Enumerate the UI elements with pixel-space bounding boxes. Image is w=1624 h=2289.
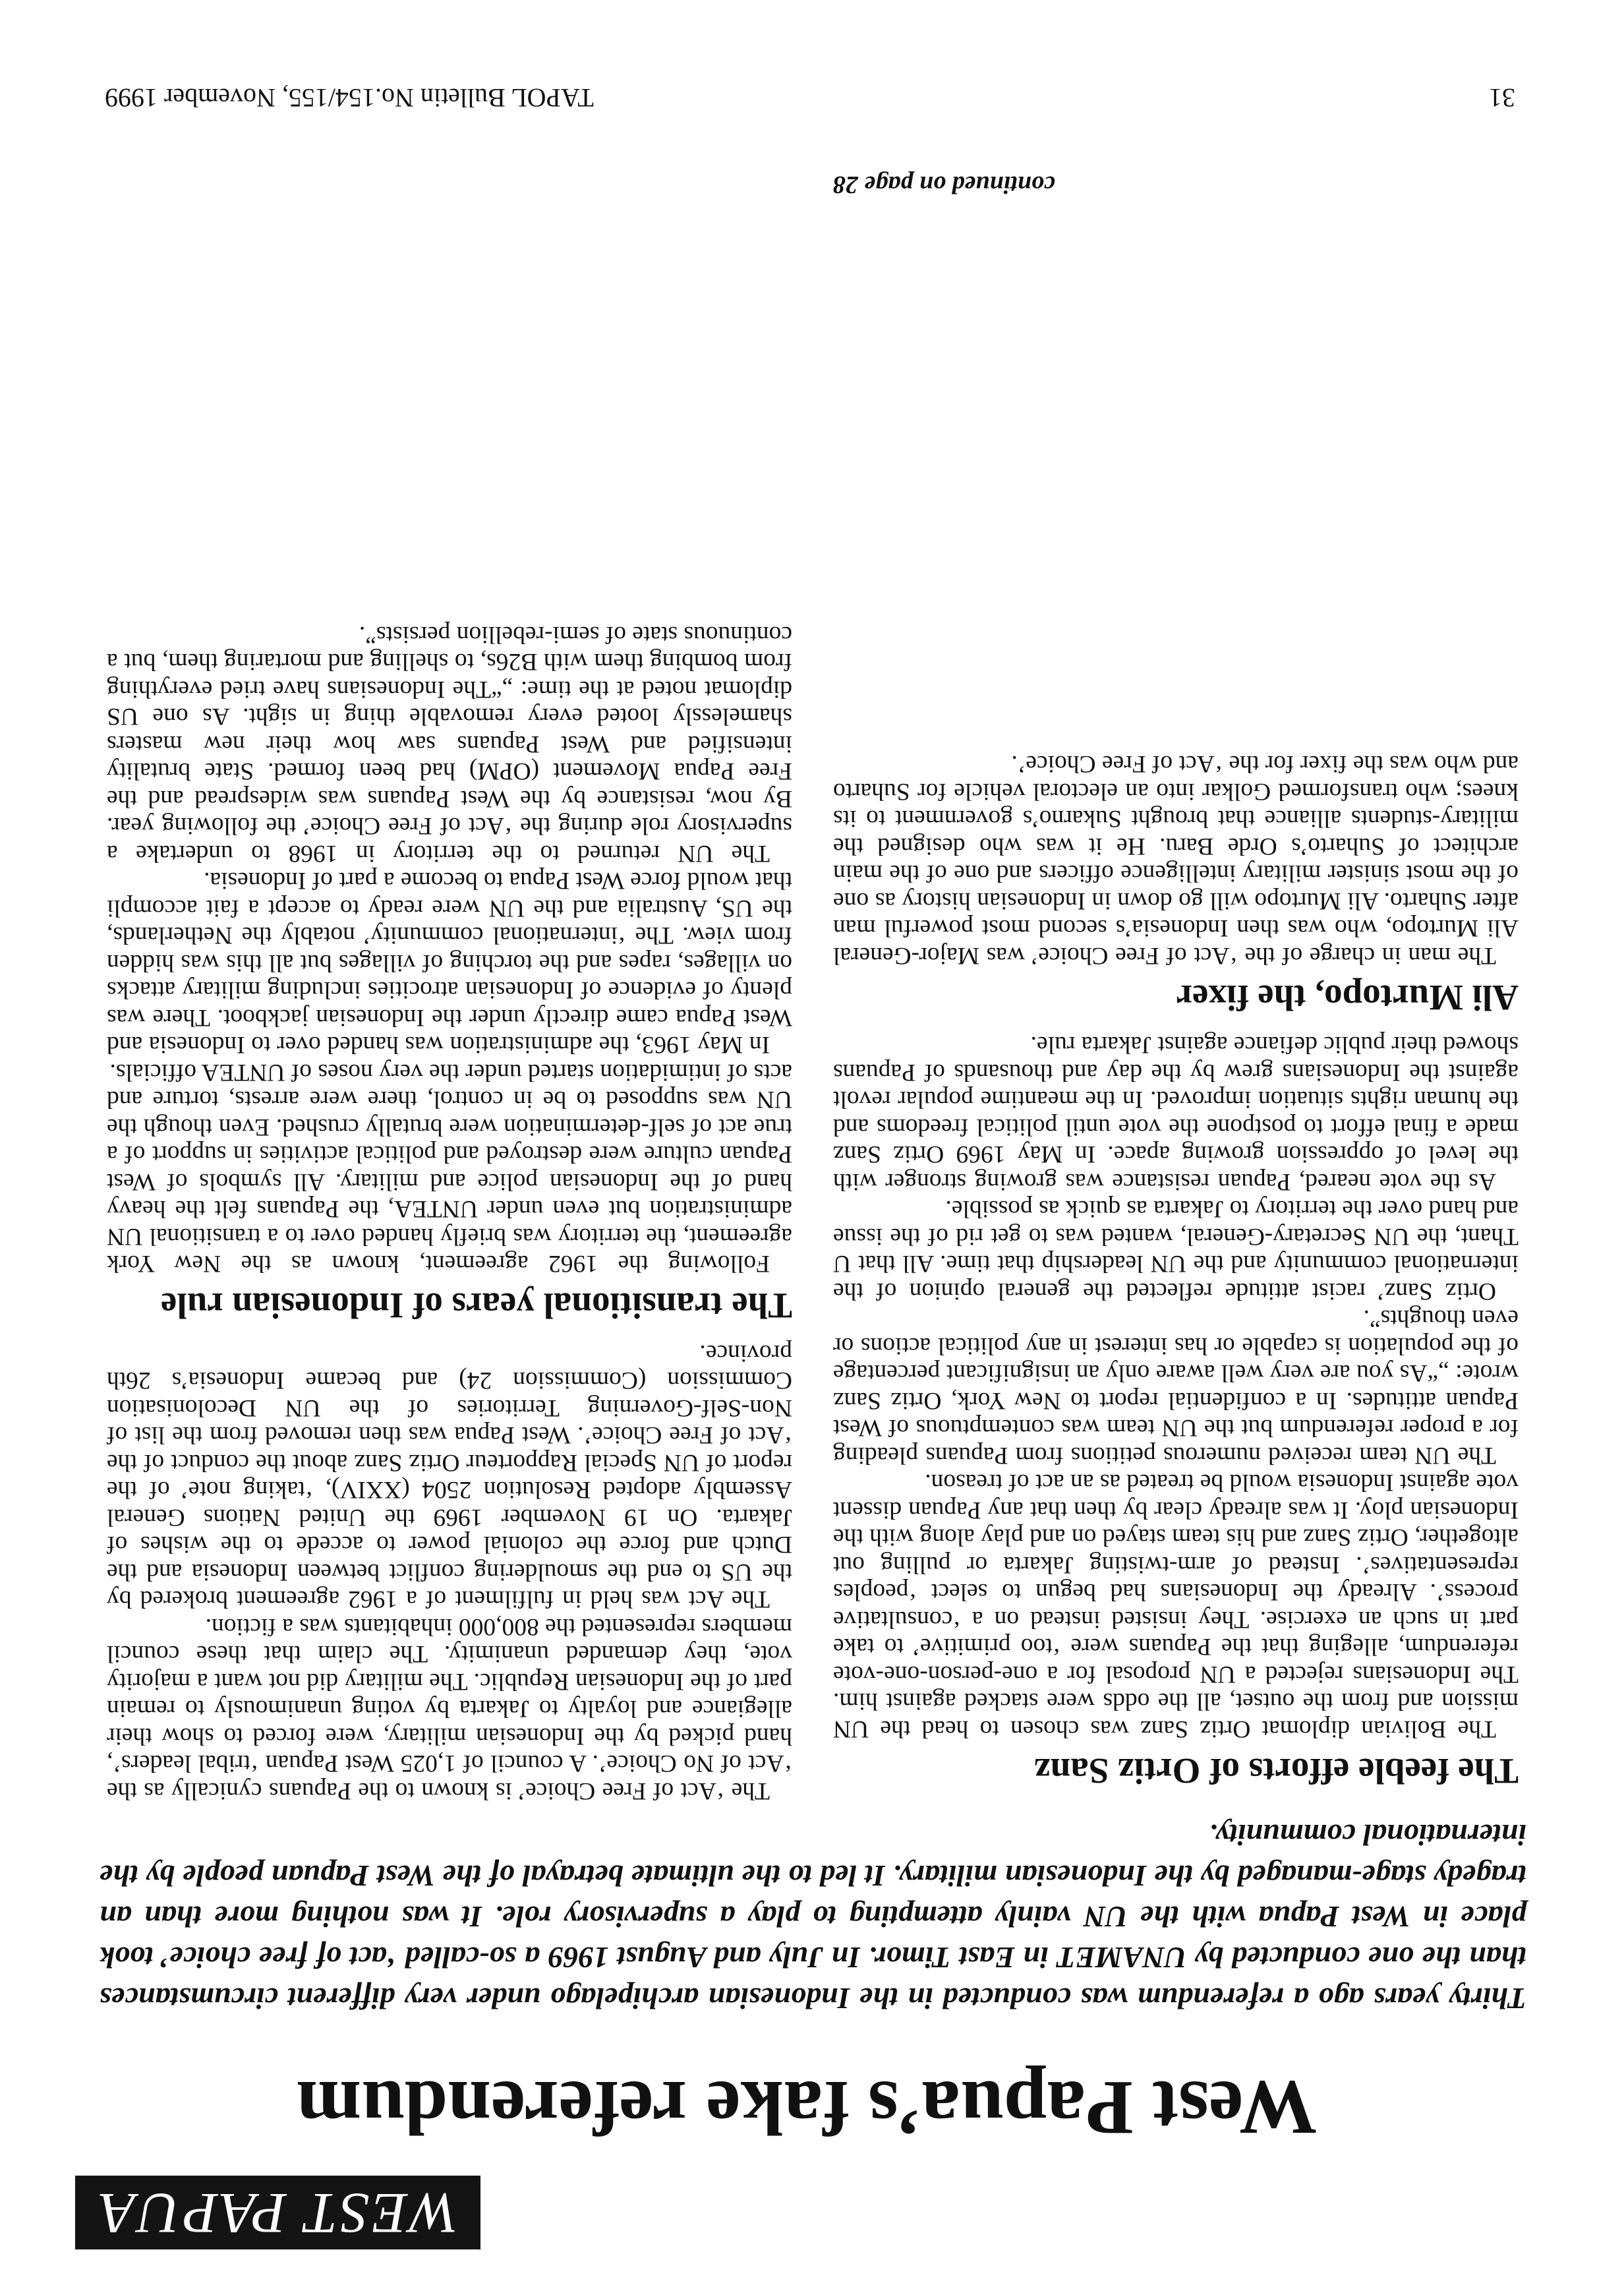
paragraph: In May 1963, the administration was handed over to Indonesia and West Papua came directly under the Indonesian jackboot. There was plenty of evidence of Indonesian atrocities including military attacks on villages, rapes and the torching of villages but all this was hidden from view. The ‘international community’ notably the Netherlands, the US, Australia and the UN were ready to accept a fait accompli that would force West Papua to become a part of Indonesia. (107, 867, 792, 1059)
paragraph: The UN returned to the territory in 1968 to undertake a supervisory role during the ‘Act of Free Choice’ the following year. By now, resistance by the West Papuans was widespread and the Free Papua Movement (OPM) had been formed. State brutality intensified and West Papuans saw how their new masters shamelessly looted every removable thing in sight. As one US diplomat noted at the time: „“The Indonesians have tried everything from bombing them with B26s, to shelling and mortaring them, but a continuous state of semi-rebellion persists”. (107, 621, 792, 867)
paragraph: Following the 1962 agreement, known as the New York agreement, the territory was briefly handed over to a transitional UN administration but even under UNTEA, the Papuans felt the heavy hand of the Indonesian police and military. All symbols of West Papuan culture were destroyed and political activities in support of a true act of self-determination were brutally crushed. Even though the UN was supposed to be in control, there were arrests, torture and acts of intimidation started under the very noses of UNTEA officials. (107, 1059, 792, 1278)
right-column (833, 156, 1519, 1804)
paragraph: Ortiz Sanz’ racist attitude reflected the general opinion of the international community and the UN leadership that time. All that U Thant, the UN Secretary-General, wanted was to get rid of the issue and hand over the territory to Jakarta as quick as possible. (833, 1195, 1519, 1305)
page-title: West Papua’s fake referendum (296, 2065, 1318, 2151)
paragraph: The Act was held in fulfilment of a 1962 agreement brokered by the US to end the smouldering conflict between Indonesia and the Dutch and force the colonial power to accede to the wishes of Jakarta. On 19 November 1969 the United Nations General Assembly adopted Resolution 2504 (XXIV), ‘taking note’ of the report of UN Special Rapporteur Ortiz Sanz about the conduct of the ‘Act of Free Choice’. West Papua was then removed from the list of Non-Self-Governing Territories of the UN Decolonisation Commission (Commission 24) and became Indonesia’s 26th province. (107, 1340, 792, 1613)
standfirst: Thirty years ago a referendum was conducted in the Indonesian archipelago under very different circumstances than the one conducted by UNAMET in East Timor. In July and August 1969 a so-called ‘act of free choice’ took place in West Papua with the UN vainly attempting to play a supervisory role. It was nothing more than an tragedy stage-managed by the Indonesian military. It led to the ultimate betrayal of the West Papuan people by the international community. (100, 1818, 1526, 2015)
left-column (107, 156, 792, 1804)
page-header (105, 74, 1515, 113)
section-heading: Ali Murtopo, the fixer (1176, 978, 1519, 1018)
paragraph: The ‘Act of Free Choice’ is known to the Papuans cynically as the ‘Act of No Choice’. A council of 1,025 West Papuan ‘tribal leaders’, hand picked by the Indonesian military, were forced to show their allegiance and loyalty to Jakarta by voting unanimously to remain part of the Indonesian Republic. The military did not want a majority vote, they demanded unanimity. The claim that these council members represented the 800,000 inhabitants was a fiction. (107, 1613, 792, 1804)
section-heading: The feeble efforts of Ortiz Sanz (1034, 1751, 1519, 1791)
paragraph: As the vote neared, Papuan resistance was growing stronger with the level of oppression growing apace. In May 1969 Ortiz Sanz made a final effort to postpone the vote until political freedoms and the human rights situation improved. In the meantime popular revolt against the Indonesians grew by the day and thousands of Papuans showed their public defiance against Jakarta rule. (833, 1031, 1519, 1195)
page-number: 31 (1489, 83, 1515, 113)
paragraph: The man in charge of the ‘Act of Free Choice’ was Major-General Ali Murtopo, who was then Indonesia’s second most powerful man after Suharto. Ali Murtopo will go down in Indonesian history as one of the most sinister military intelligence officers and one of the main architect of Suharto’s Orde Baru. He it was who designed the military-students alliance that brought Sukarno’s government to its knees; who transformed Golkar into an electoral vehicle for Suharto and who was the fixer for the ‘Act of Free Choice’. (833, 750, 1519, 969)
section-heading: The transitional years of Indonesian rule (161, 1286, 792, 1326)
section-label: WEST PAPUA (97, 2181, 459, 2245)
continued-note: continued on page 28 (833, 171, 1055, 198)
publication-info: TAPOL Bulletin No.154/155, November 1999 (105, 83, 594, 113)
paragraph: The UN team received numerous petitions from Papuans pleading for a proper referendum but the UN team was contemptuous of West Papuan attitudes. In a confidential report to New York, Ortiz Sanz wrote: „“As you are very well aware only an insignificant percentage of the population is capable or has interest in any political actions or even thoughts”. (833, 1305, 1519, 1469)
section-label-bar (75, 2176, 480, 2249)
paragraph: The Bolivian diplomat Ortiz Sanz was chosen to head the UN mission and from the outset, all the odds were stacked against him. The Indonesians rejected a UN proposal for a one-person-one-vote referendum, alleging that the Papuans were ‘too primitive’ to take part in such an exercise. They insisted instead on a ‘consultative process’. Already the Indonesians had begun to select ‘peoples representatives’. Instead of arm-twisting Jakarta or pulling out altogether, Ortiz Sanz and his team stayed on and play along with the Indonesian ploy. It was already clear by then that any Papuan dissent vote against Indonesia would be treated as an act of treason. (833, 1469, 1519, 1742)
